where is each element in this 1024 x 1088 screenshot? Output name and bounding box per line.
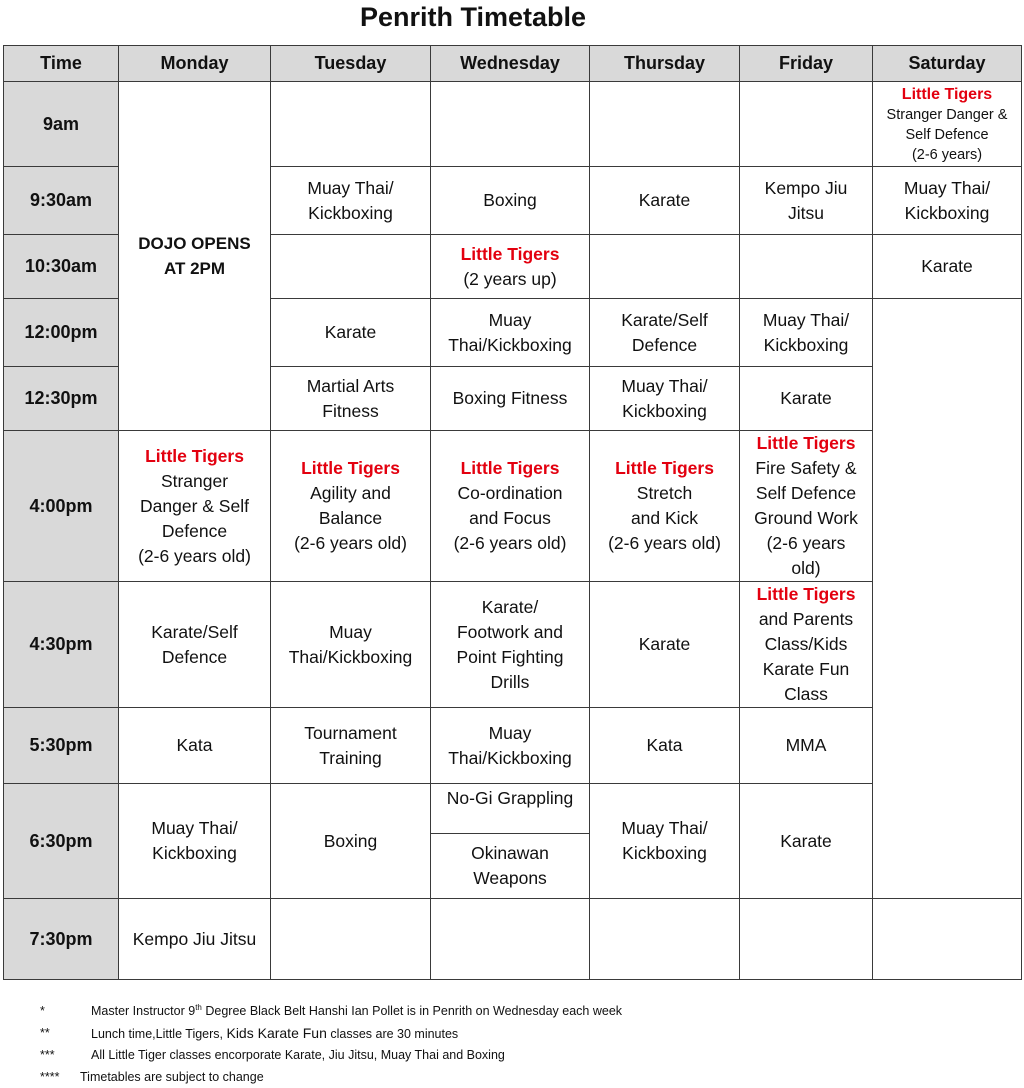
footnote-text-part: Master Instructor 9: [91, 1004, 196, 1018]
class-line: Defence: [631, 334, 698, 355]
class-cell: Karate: [740, 367, 873, 431]
class-cell: Kata: [590, 708, 740, 784]
class-cell: [590, 784, 740, 899]
header-time: Time: [4, 46, 119, 82]
class-line: (2-6 years old): [608, 533, 721, 553]
friday-little-tigers-4pm: [740, 431, 873, 582]
class-cell: Boxing: [271, 784, 431, 899]
row-530pm: [4, 708, 1022, 784]
class-line: Muay Thai/: [762, 309, 850, 330]
class-line: Danger & Self: [140, 495, 249, 516]
class-line: Self Defence: [755, 483, 857, 503]
class-line: (2-6 years): [911, 146, 983, 163]
little-tigers-label: Little Tigers: [901, 85, 993, 103]
little-tigers-label: Little Tigers: [460, 458, 560, 478]
footnote-text-part: Degree Black Belt Hanshi Ian Pollet is in Penrith on Wednesday each week: [201, 1004, 623, 1018]
dojo-line: AT 2PM: [163, 259, 226, 278]
class-cell: Boxing Fitness: [431, 367, 590, 431]
class-line: Karate/Self: [151, 621, 238, 642]
class-cell: [271, 708, 431, 784]
little-tigers-label: Little Tigers: [301, 458, 400, 478]
class-line: Footwork and: [456, 621, 564, 642]
time-cell: 7:30pm: [4, 899, 119, 980]
footnote-text-part: Kids Karate Fun: [226, 1025, 327, 1041]
footnote-superscript: th: [195, 1002, 202, 1012]
footnotes: [40, 1000, 940, 1088]
class-cell: [590, 299, 740, 367]
class-line: Karate Fun: [762, 659, 850, 679]
class-cell: [271, 582, 431, 708]
class-line: (2-6 years old): [138, 545, 251, 566]
header-thursday: Thursday: [590, 46, 740, 82]
row-400pm: [4, 431, 1022, 582]
class-line: Kickboxing: [622, 843, 707, 863]
class-cell: [431, 834, 590, 899]
header-friday: Friday: [740, 46, 873, 82]
class-line: Martial Arts: [306, 375, 395, 396]
class-line: (2 years up): [463, 268, 557, 289]
class-line: Stretch: [636, 483, 693, 503]
class-line: (2-6 years: [766, 533, 846, 553]
little-tigers-label: Little Tigers: [145, 445, 244, 466]
timetable: [3, 45, 1022, 980]
page-title: Penrith Timetable: [359, 2, 587, 32]
tuesday-little-tigers-4pm: [271, 431, 431, 582]
class-line: old): [791, 558, 821, 578]
time-cell: 9am: [4, 82, 119, 167]
class-cell: [873, 167, 1022, 235]
header-tuesday: Tuesday: [271, 46, 431, 82]
class-line: and Parents: [758, 609, 854, 629]
class-line: Fire Safety &: [755, 458, 857, 478]
class-cell: [431, 708, 590, 784]
thursday-little-tigers-4pm: [590, 431, 740, 582]
class-cell: MMA: [740, 708, 873, 784]
class-line: Defence: [161, 646, 228, 667]
class-line: Muay Thai/: [621, 818, 708, 838]
row-430pm: [4, 582, 1022, 708]
footnote: [40, 1066, 940, 1088]
class-line: Karate/: [481, 596, 539, 617]
empty-cell: [740, 82, 873, 167]
row-730pm: [4, 899, 1022, 980]
class-line: Weapons: [473, 868, 547, 888]
time-cell: 4:00pm: [4, 431, 119, 582]
class-cell: [431, 299, 590, 367]
footnote: [40, 1044, 940, 1066]
class-cell: [740, 299, 873, 367]
class-cell: Karate: [590, 167, 740, 235]
footnote-text: All Little Tiger classes encorporate Karate, Jiu Jitsu, Muay Thai and Boxing: [91, 1048, 505, 1062]
empty-cell: [740, 899, 873, 980]
empty-cell: [873, 899, 1022, 980]
class-line: and Focus: [469, 508, 551, 528]
class-cell: [271, 367, 431, 431]
class-line: Defence: [161, 520, 228, 541]
empty-cell: [740, 235, 873, 299]
class-line: Point Fighting: [456, 646, 564, 667]
class-line: Ground Work: [754, 508, 858, 528]
class-line: Kickboxing: [763, 334, 849, 355]
class-line: Muay Thai/: [621, 375, 708, 396]
footnote-text: Timetables are subject to change: [80, 1070, 264, 1084]
empty-cell: [590, 899, 740, 980]
footnote-mark: ****: [40, 1070, 60, 1084]
class-line: Kickboxing: [904, 202, 990, 223]
little-tigers-label: Little Tigers: [615, 458, 714, 478]
footnote-mark: **: [40, 1026, 50, 1040]
footnote-mark: ***: [40, 1048, 55, 1062]
header-row: [4, 46, 1022, 82]
saturday-empty-block: [873, 299, 1022, 899]
empty-cell: [431, 899, 590, 980]
time-cell: 10:30am: [4, 235, 119, 299]
class-cell: No-Gi Grappling: [431, 784, 590, 834]
little-tigers-label: Little Tigers: [756, 433, 856, 453]
class-line: Muay Thai/: [903, 177, 991, 198]
footnote-text-part: classes are 30 minutes: [326, 1027, 459, 1041]
empty-cell: [271, 235, 431, 299]
class-line: Tournament: [304, 722, 397, 743]
class-line: Muay Thai/: [151, 818, 238, 838]
class-line: Fitness: [322, 400, 379, 421]
time-cell: 9:30am: [4, 167, 119, 235]
little-tigers-label: Little Tigers: [460, 243, 560, 264]
monday-little-tigers-4pm: [119, 431, 271, 582]
class-line: Kickboxing: [622, 400, 707, 421]
class-cell: [431, 582, 590, 708]
class-line: Muay: [488, 722, 532, 743]
class-line: Stranger Danger &: [886, 106, 1008, 123]
class-line: Thai/Kickboxing: [288, 646, 413, 667]
class-line: Okinawan: [471, 843, 549, 863]
class-cell: Boxing: [431, 167, 590, 235]
class-cell: Kata: [119, 708, 271, 784]
class-cell: Karate: [271, 299, 431, 367]
class-line: Class/Kids: [764, 634, 848, 654]
empty-cell: [271, 899, 431, 980]
footnote-text: [91, 1000, 622, 1022]
empty-cell: [271, 82, 431, 167]
class-cell: [590, 367, 740, 431]
class-line: Kickboxing: [152, 843, 237, 863]
header-wednesday: Wednesday: [431, 46, 590, 82]
class-cell: Karate: [740, 784, 873, 899]
footnote: [40, 1022, 940, 1044]
time-cell: 4:30pm: [4, 582, 119, 708]
wednesday-little-tigers-4pm: [431, 431, 590, 582]
class-line: Muay: [488, 309, 532, 330]
header-saturday: Saturday: [873, 46, 1022, 82]
little-tigers-label: Little Tigers: [756, 584, 856, 604]
class-cell: [740, 167, 873, 235]
saturday-little-tigers-9am: [873, 82, 1022, 167]
class-line: Class: [784, 684, 828, 704]
time-cell: 5:30pm: [4, 708, 119, 784]
time-cell: 12:30pm: [4, 367, 119, 431]
header-monday: Monday: [119, 46, 271, 82]
row-630pm: [4, 784, 1022, 834]
row-9am: [4, 82, 1022, 167]
class-line: Drills: [490, 671, 530, 692]
empty-cell: [590, 82, 740, 167]
class-line: Stranger: [160, 470, 229, 491]
class-line: (2-6 years old): [294, 533, 407, 553]
class-line: Karate/Self: [621, 309, 708, 330]
monday-dojo-opens: [119, 82, 271, 431]
class-cell: [119, 582, 271, 708]
class-cell: [271, 167, 431, 235]
footnote: [40, 1000, 940, 1022]
class-line: Muay: [329, 621, 372, 642]
footnote-mark: *: [40, 1004, 45, 1018]
class-line: Muay Thai/: [307, 177, 394, 198]
class-line: Thai/Kickboxing: [448, 747, 572, 768]
class-cell: Karate: [590, 582, 740, 708]
class-line: Co-ordination: [457, 483, 563, 503]
class-line: Jitsu: [788, 202, 824, 223]
class-line: Kempo Jiu: [764, 177, 848, 198]
friday-little-tigers-430: [740, 582, 873, 708]
footnote-text: [91, 1022, 458, 1045]
class-line: and Kick: [630, 508, 699, 528]
class-line: (2-6 years old): [453, 533, 567, 553]
class-line: Balance: [318, 508, 383, 528]
class-line: Thai/Kickboxing: [448, 334, 572, 355]
class-cell: Kempo Jiu Jitsu: [119, 899, 271, 980]
class-line: Agility and: [310, 483, 391, 503]
class-cell: [119, 784, 271, 899]
class-line: Kickboxing: [308, 202, 393, 223]
time-cell: 6:30pm: [4, 784, 119, 899]
empty-cell: [431, 82, 590, 167]
class-line: Training: [319, 747, 382, 768]
time-cell: 12:00pm: [4, 299, 119, 367]
footnote-text-part: Lunch time,Little Tigers,: [91, 1027, 227, 1041]
empty-cell: [590, 235, 740, 299]
dojo-line: DOJO OPENS: [138, 234, 251, 253]
class-cell: Karate: [873, 235, 1022, 299]
wednesday-little-tigers-1030: [431, 235, 590, 299]
class-line: Self Defence: [905, 126, 989, 143]
